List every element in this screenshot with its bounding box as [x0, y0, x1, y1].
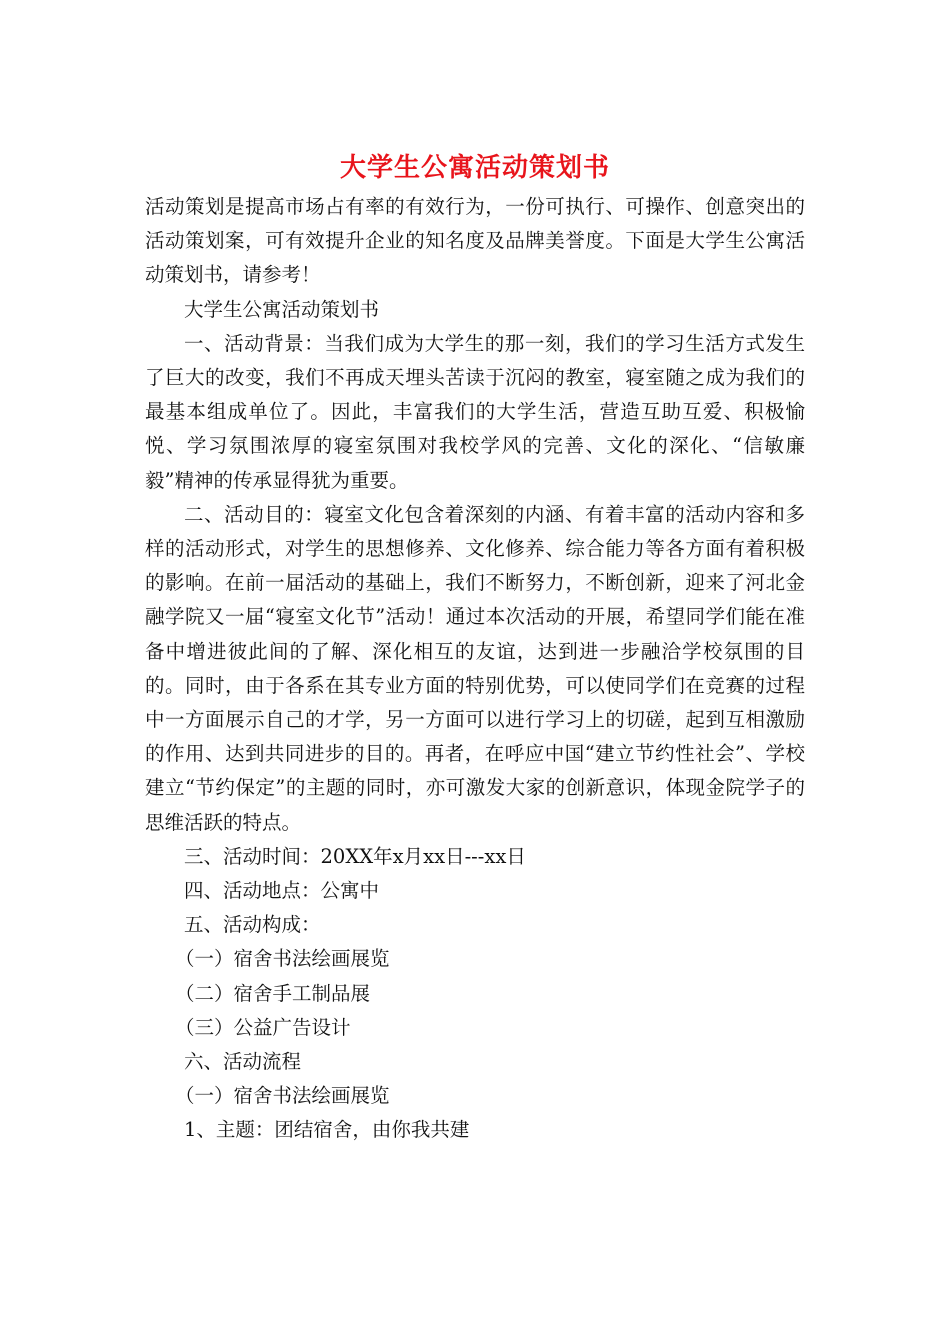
composition-item-3: （三）公益广告设计 — [175, 1015, 351, 1039]
intro-paragraph: 活动策划是提高市场占有率的有效行为，一份可执行、可操作、创意突出的活动策划案，可有效提升企业的知名度及品牌美誉度。下面是大学生公寓活动策划书，请参考！ — [145, 195, 805, 287]
document-body — [145, 190, 805, 1148]
composition-item-2: （二）宿舍手工制品展 — [175, 981, 371, 1005]
document-title: 大学生公寓活动策划书 — [339, 153, 610, 183]
composition-item-1: （一）宿舍书法绘画展览 — [175, 947, 390, 971]
location-line: 四、活动地点：公寓中 — [184, 879, 380, 903]
section-heading: 大学生公寓活动策划书 — [184, 297, 380, 321]
background-paragraph: 一、活动背景：当我们成为大学生的那一刻，我们的学习生活方式发生了巨大的改变，我们不再成天埋头苦读于沉闷的教室，寝室随之成为我们的最基本组成单位了。因此，丰富我们的大学生活，营造互助互爱、积极愉悦、学习氛围浓厚的寝室氛围对我校学风的完善、文化的深化、“信敏廉毅”精神的传承显得犹为重要。 — [145, 331, 805, 492]
purpose-paragraph: 二、活动目的：寝室文化包含着深刻的内涵、有着丰富的活动内容和多样的活动形式，对学生的思想修养、文化修养、综合能力等各方面有着积极的影响。在前一届活动的基础上，我们不断努力，不断创新，迎来了河北金融学院又一届“寝室文化节”活动！通过本次活动的开展，希望同学们能在准备中增进彼此间的了解、深化相互的友谊，达到进一步融洽学校氛围的目的。同时，由于各系在其专业方面的特别优势，可以使同学们在竞赛的过程中一方面展示自己的才学，另一方面可以进行学习上的切磋，起到互相激励的作用、达到共同进步的目的。再者，在呼应中国“建立节约性社会”、学校建立“节约保定”的主题的同时，亦可激发大家的创新意识，体现金院学子的思维活跃的特点。 — [145, 502, 805, 834]
process-item-1: （一）宿舍书法绘画展览 — [175, 1084, 390, 1108]
composition-heading: 五、活动构成： — [184, 913, 321, 937]
process-heading: 六、活动流程 — [184, 1050, 302, 1074]
theme-line: 1、主题：团结宿舍，由你我共建 — [184, 1118, 470, 1142]
time-line: 三、活动时间：20XX年x月xx日---xx日 — [184, 844, 526, 868]
